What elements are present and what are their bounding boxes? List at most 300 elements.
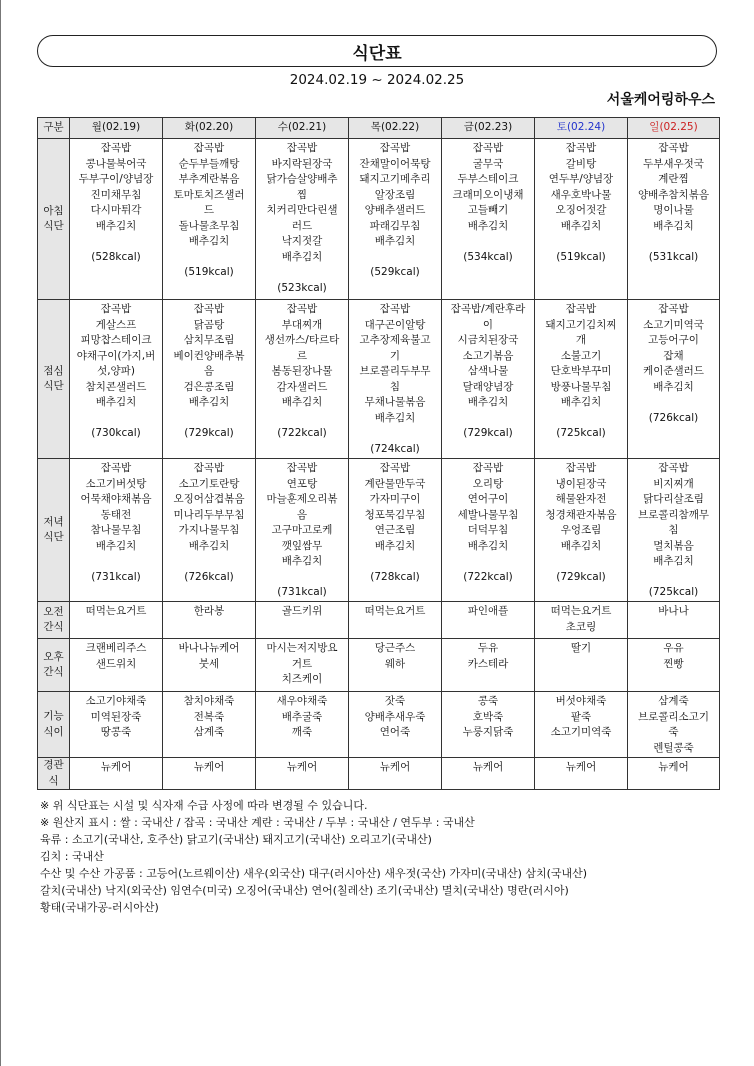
menu-item: 잡곡밥 — [658, 142, 689, 154]
menu-item: 소고기야채죽 — [85, 695, 147, 707]
menu-item — [536, 234, 626, 250]
menu-cell — [163, 639, 256, 692]
menu-item: 배추김치 — [188, 396, 230, 408]
menu-item: 배추김치 — [374, 235, 416, 247]
menu-item: (529kcal) — [370, 266, 420, 278]
morning-snack-row — [38, 602, 720, 639]
menu-item: 베이컨양배추볶 — [173, 349, 245, 362]
row-label-line: 저녁 — [43, 515, 64, 528]
menu-item: (731kcal) — [91, 570, 141, 583]
menu-item: 오징어젓갈 — [555, 204, 607, 216]
note-line: 수산 및 수산 가공품 : 고등어(노르웨이산) 새우(외국산) 대구(러시아산) 새우젓(국산) 가자미(국내산) 삼치(국내산) — [40, 867, 588, 880]
menu-cell — [256, 602, 349, 639]
menu-item: 바지락된장국 — [271, 157, 333, 170]
menu-item — [257, 570, 347, 586]
row-label — [38, 602, 70, 639]
menu-item: 웨하 — [384, 657, 406, 670]
menu-cell — [70, 300, 163, 459]
menu-item: 브로콜리소고기 — [637, 710, 709, 723]
menu-item: 굴무국 — [472, 157, 504, 170]
menu-item: 배추김치 — [281, 250, 323, 263]
menu-item — [350, 250, 440, 266]
page-title-text: 식단표 — [352, 43, 402, 64]
menu-item: 잡곡밥 — [286, 142, 318, 154]
menu-item: 토마토치즈샐러 — [173, 188, 245, 201]
menu-item: 르 — [296, 349, 308, 362]
menu-item: 깻잎쌈무 — [281, 539, 323, 552]
menu-item: 삼계죽 — [658, 695, 689, 707]
menu-item: 방풍나물무침 — [550, 380, 612, 393]
menu-item: 케이준샐러드 — [643, 365, 704, 377]
menu-item: 연근조림 — [374, 524, 416, 536]
menu-item: 배추김치 — [560, 539, 602, 552]
menu-item: (728kcal) — [370, 570, 420, 583]
menu-item: 버섯야채죽 — [555, 695, 607, 707]
menu-item: 떠먹는요거트 — [550, 605, 612, 617]
menu-item: (722kcal) — [277, 427, 327, 439]
page-title — [37, 35, 717, 67]
menu-item: 잡곡밥 — [193, 462, 225, 474]
menu-item: 누룽지닭죽 — [462, 726, 514, 738]
menu-item: 오징어삼겹볶음 — [173, 493, 245, 505]
menu-item: 참나물무침 — [90, 524, 142, 536]
menu-cell — [535, 692, 628, 758]
row-label — [38, 300, 70, 459]
menu-item: 골드키위 — [281, 605, 323, 617]
menu-cell — [442, 758, 535, 790]
menu-item — [71, 554, 161, 570]
menu-item: 붓세 — [198, 657, 220, 670]
menu-item — [629, 234, 718, 250]
menu-item: (731kcal) — [277, 586, 327, 598]
tube-feeding-row — [38, 758, 720, 790]
menu-cell — [163, 758, 256, 790]
menu-item: 뉴케어 — [658, 761, 689, 773]
menu-item: 치즈케이 — [281, 673, 323, 685]
menu-item: 청경채관자볶음 — [545, 508, 617, 521]
menu-item: 시금치된장국 — [457, 334, 519, 346]
notes — [40, 797, 740, 916]
menu-item: (519kcal) — [556, 250, 606, 263]
menu-item: 돌나물초무침 — [178, 219, 240, 232]
menu-item: 더덕무침 — [467, 524, 509, 536]
menu-cell — [256, 300, 349, 459]
menu-cell — [442, 459, 535, 602]
menu-item: 잡곡밥 — [565, 462, 597, 474]
menu-item: 배추김치 — [95, 396, 137, 408]
note-line: ※ 원산지 표시 : 쌀 : 국내산 / 잡곡 : 국내산 계란 : 국내산 / 두부 : 국내산 / 연두부 : 국내산 — [40, 816, 475, 829]
menu-item: (730kcal) — [91, 427, 141, 439]
menu-item: 샌드위치 — [95, 657, 137, 670]
menu-cell — [163, 300, 256, 459]
menu-cell — [70, 692, 163, 758]
date-range: 2024.02.19 ~ 2024.02.25 — [289, 72, 465, 88]
menu-item — [164, 250, 254, 266]
menu-item: (726kcal) — [648, 411, 699, 424]
menu-item: (725kcal) — [648, 586, 699, 598]
menu-item: 배추김치 — [281, 555, 323, 567]
menu-item: 배추김치 — [653, 219, 694, 232]
header-category: 구분 — [38, 118, 70, 139]
menu-item — [629, 570, 718, 586]
menu-item: 깨죽 — [291, 726, 313, 738]
row-label-line: 식단 — [43, 380, 64, 392]
menu-item: 멸치볶음 — [653, 539, 694, 552]
menu-cell — [349, 139, 442, 300]
menu-item: 봄동된장나물 — [271, 365, 333, 377]
menu-item: 부추계란볶음 — [178, 173, 240, 185]
dinner-row — [38, 459, 720, 602]
menu-item: 음 — [203, 365, 215, 377]
menu-item: 참치야채죽 — [183, 695, 235, 707]
menu-item: 배추김치 — [653, 380, 694, 393]
menu-item: 새우야채죽 — [276, 695, 328, 707]
menu-item — [257, 265, 347, 281]
row-label-line: 간식 — [43, 666, 64, 678]
menu-item: 찜 — [296, 188, 308, 201]
menu-cell — [163, 692, 256, 758]
menu-item: 드 — [203, 204, 215, 216]
menu-item: 잔채말이어묵탕 — [359, 157, 431, 170]
menu-item: 잡곡밥 — [658, 303, 689, 315]
menu-item: 러드 — [291, 219, 313, 232]
menu-item: 어묵채야채볶음 — [80, 493, 152, 505]
menu-item: 배추김치 — [188, 539, 230, 552]
header-day: 금(02.23) — [442, 118, 535, 139]
menu-item: 뉴케어 — [379, 761, 411, 773]
menu-item: 명이나물 — [653, 204, 694, 216]
menu-item: 바나나 — [658, 605, 689, 617]
menu-item: 잡곡밥 — [565, 303, 597, 315]
menu-item: 삼색나물 — [467, 365, 509, 377]
menu-item: 크래미오이냉채 — [452, 188, 524, 201]
menu-cell — [535, 300, 628, 459]
row-label — [38, 758, 70, 790]
menu-cell — [628, 602, 720, 639]
menu-item: 배추김치 — [281, 396, 323, 408]
menu-cell — [535, 602, 628, 639]
menu-cell — [535, 758, 628, 790]
menu-item: 진미채무침 — [90, 188, 142, 201]
menu-item: 연어죽 — [379, 726, 411, 738]
menu-item — [71, 234, 161, 250]
menu-item — [350, 554, 440, 570]
menu-item: 두유 — [477, 642, 499, 654]
menu-item: 닭다리살조림 — [643, 493, 704, 505]
menu-item: 뉴케어 — [100, 761, 132, 773]
note-line: 황태(국내가공-러시아산) — [40, 901, 159, 914]
menu-item: (519kcal) — [184, 266, 234, 278]
menu-item: 잡채 — [663, 349, 684, 362]
menu-item: 잡곡밥 — [379, 462, 411, 474]
menu-cell — [70, 758, 163, 790]
menu-item: 잡곡밥 — [472, 462, 504, 474]
menu-item: 죽 — [668, 726, 679, 738]
menu-item: 섯,양파) — [97, 365, 135, 377]
menu-item: 야채구이(가지,버 — [76, 349, 156, 362]
menu-item: (729kcal) — [463, 427, 513, 439]
menu-item: (724kcal) — [370, 442, 420, 455]
menu-item: 호박죽 — [472, 710, 504, 723]
menu-item: 브로콜리두부무 — [359, 365, 431, 377]
menu-item: 두부스테이크 — [457, 173, 519, 185]
menu-item: 떠먹는요거트 — [364, 605, 426, 617]
menu-item: 오리탕 — [472, 477, 504, 490]
menu-item: 연어구이 — [467, 493, 509, 505]
menu-item: 가지나물무침 — [178, 524, 240, 536]
menu-item: 침 — [668, 524, 679, 536]
note-line: 육류 : 소고기(국내산, 호주산) 닭고기(국내산) 돼지고기(국내산) 오리고기(국내산) — [40, 833, 432, 846]
menu-cell — [535, 639, 628, 692]
menu-item: 무채나물볶음 — [364, 396, 426, 408]
header-day-saturday: 토(02.24) — [535, 118, 628, 139]
menu-item: 침 — [389, 380, 401, 393]
menu-item: 잡곡밥 — [565, 142, 597, 154]
menu-item — [443, 234, 533, 250]
menu-item: 새우호박나물 — [550, 188, 612, 201]
menu-cell — [163, 602, 256, 639]
menu-item — [257, 411, 347, 427]
menu-item: 동태전 — [100, 508, 132, 521]
row-label-line: 식단 — [43, 220, 64, 232]
menu-item: 뉴케어 — [472, 761, 504, 773]
menu-item: 배추김치 — [560, 219, 602, 232]
menu-item: 배추김치 — [95, 539, 137, 552]
row-label-line: 식 — [48, 774, 59, 787]
menu-cell — [628, 459, 720, 602]
menu-item: 초코링 — [565, 620, 597, 633]
menu-cell — [349, 639, 442, 692]
row-label-line: 기능 — [43, 710, 64, 722]
menu-cell — [70, 459, 163, 602]
row-label-line: 간식 — [43, 621, 64, 633]
menu-item — [536, 411, 626, 427]
menu-cell — [628, 692, 720, 758]
menu-item: (528kcal) — [91, 250, 141, 263]
menu-item: 연두부/양념장 — [548, 173, 614, 185]
menu-item: 브로콜리참깨무 — [637, 508, 709, 521]
menu-item: 잡곡밥 — [658, 462, 689, 474]
menu-item: 소고기미역죽 — [550, 726, 612, 738]
menu-item: (531kcal) — [648, 250, 699, 263]
menu-cell — [256, 758, 349, 790]
row-label — [38, 692, 70, 758]
menu-item: 잡곡밥 — [379, 142, 411, 154]
menu-item: 양배추샐러드 — [364, 204, 426, 216]
menu-item: 잡곡밥 — [100, 142, 132, 154]
menu-item: 세발나물무침 — [457, 508, 519, 521]
page-border — [0, 0, 1, 1066]
menu-item: 잡곡밥 — [286, 462, 318, 474]
note-line: 김치 : 국내산 — [40, 850, 104, 863]
menu-item: 냉이된장국 — [555, 477, 607, 490]
menu-item: 피망찹스테이크 — [80, 334, 152, 346]
menu-item: 닭곰탕 — [193, 318, 225, 331]
menu-item — [71, 411, 161, 427]
menu-item: (725kcal) — [556, 427, 606, 439]
menu-item: 잡곡밥/계란후라 — [450, 303, 526, 315]
menu-item: 배추김치 — [95, 219, 137, 232]
menu-item: 떠먹는요거트 — [85, 605, 147, 617]
menu-item — [164, 411, 254, 427]
menu-item: 당근주스 — [374, 642, 416, 654]
menu-item: 단호박부꾸미 — [550, 365, 612, 377]
menu-item: 배추김치 — [374, 411, 416, 424]
menu-item: 알장조림 — [374, 188, 416, 201]
menu-item: 두부구이/양념장 — [78, 173, 154, 185]
menu-item: 고추장제육불고 — [359, 334, 431, 346]
menu-cell — [628, 139, 720, 300]
therapeutic-diet-row — [38, 692, 720, 758]
menu-item: 계란찜 — [658, 173, 689, 185]
menu-cell — [256, 459, 349, 602]
menu-item: 참치콘샐러드 — [85, 380, 147, 393]
menu-item: 연포탕 — [286, 477, 318, 490]
menu-item: 순두부들깨탕 — [178, 157, 240, 170]
menu-item: 콩죽 — [477, 695, 499, 707]
menu-item: 음 — [296, 508, 308, 521]
menu-cell — [535, 139, 628, 300]
menu-item: (729kcal) — [184, 427, 234, 439]
menu-cell — [163, 459, 256, 602]
menu-item: 잡곡밥 — [100, 303, 132, 315]
menu-item — [629, 395, 718, 411]
menu-cell — [349, 459, 442, 602]
menu-cell — [256, 692, 349, 758]
menu-item: 청포묵김무침 — [364, 508, 426, 521]
header-row — [38, 118, 720, 139]
row-label-line: 아침 — [43, 204, 64, 217]
menu-item: 갈비탕 — [565, 157, 597, 170]
menu-cell — [442, 692, 535, 758]
menu-item: 배추김치 — [188, 235, 230, 247]
menu-item — [536, 554, 626, 570]
menu-item — [443, 554, 533, 570]
menu-cell — [349, 758, 442, 790]
row-label — [38, 639, 70, 692]
menu-cell — [442, 602, 535, 639]
menu-cell — [256, 639, 349, 692]
menu-item: 치커리만다린샐 — [266, 204, 338, 216]
menu-item: 카스테라 — [467, 657, 509, 670]
row-label-line: 점심 — [43, 364, 64, 377]
menu-item: 검은콩조림 — [183, 380, 235, 393]
menu-item: 딸기 — [570, 642, 592, 654]
menu-cell — [70, 602, 163, 639]
menu-item: 소고기미역국 — [643, 318, 704, 331]
row-label-line: 경관 — [43, 759, 64, 771]
menu-cell — [70, 139, 163, 300]
menu-item: 고구마고로케 — [271, 524, 333, 536]
menu-item: (726kcal) — [184, 570, 234, 583]
header-day: 수(02.21) — [256, 118, 349, 139]
row-label-line: 오전 — [43, 605, 64, 618]
menu-item: 이 — [482, 318, 494, 331]
menu-cell — [628, 300, 720, 459]
menu-item: 두부새우젓국 — [643, 157, 704, 170]
menu-item: 배추김치 — [374, 539, 416, 552]
menu-item: 크랜베리주스 — [85, 642, 147, 654]
menu-item — [443, 411, 533, 427]
menu-item: 잡곡밥 — [472, 142, 504, 154]
menu-item: 뉴케어 — [565, 761, 597, 773]
menu-item: 고등어구이 — [648, 334, 699, 346]
menu-item: 거트 — [291, 657, 313, 670]
menu-item: 땅콩죽 — [100, 726, 132, 738]
menu-item: (729kcal) — [556, 570, 606, 583]
menu-item: 돼지고기김치찌 — [545, 318, 617, 331]
note-line: ※ 위 식단표는 시설 및 식자재 수급 사정에 따라 변경될 수 있습니다. — [40, 799, 368, 812]
menu-cell — [163, 139, 256, 300]
menu-cell — [349, 602, 442, 639]
menu-item: 우엉조림 — [560, 524, 602, 536]
row-label — [38, 139, 70, 300]
menu-item: 대구곤이알탕 — [364, 318, 426, 331]
menu-item: 낙지젓갈 — [281, 235, 323, 247]
menu-item: 비지찌개 — [653, 477, 694, 490]
note-line: 갈치(국내산) 낙지(외국산) 임연수(미국) 오징어(국내산) 연어(칠레산) 조기(국내산) 멸치(국내산) 명란(러시아) — [40, 884, 569, 897]
menu-item: (722kcal) — [463, 570, 513, 583]
menu-item: 콩나물북어국 — [85, 157, 147, 170]
menu-item: 찐빵 — [663, 657, 684, 670]
menu-item: 배추김치 — [560, 396, 602, 408]
menu-item: 고들빼기 — [467, 204, 509, 216]
menu-item: 팥죽 — [570, 710, 592, 723]
menu-cell — [442, 639, 535, 692]
menu-item: 잡곡밥 — [193, 142, 225, 154]
menu-item: 잡곡밥 — [286, 303, 318, 315]
row-label-line: 식단 — [43, 531, 64, 543]
meal-table — [37, 117, 720, 790]
menu-item: 전복죽 — [193, 710, 225, 723]
menu-item: 다시마튀각 — [90, 204, 142, 216]
menu-item: 소고기버섯탕 — [85, 477, 147, 490]
menu-item: 한라봉 — [193, 605, 225, 617]
afternoon-snack-row — [38, 639, 720, 692]
menu-item: 개 — [575, 334, 587, 346]
meal-table-body — [38, 139, 720, 790]
header-day: 화(02.20) — [163, 118, 256, 139]
menu-item: 소불고기 — [560, 349, 602, 362]
menu-item: 닭가슴살양배추 — [266, 173, 338, 185]
menu-item: 우유 — [663, 642, 684, 654]
row-label — [38, 459, 70, 602]
header-day: 목(02.22) — [349, 118, 442, 139]
menu-item: 감자샐러드 — [276, 380, 328, 393]
menu-cell — [442, 300, 535, 459]
menu-cell — [442, 139, 535, 300]
menu-item: 배추굴죽 — [281, 710, 323, 723]
menu-item: (534kcal) — [463, 250, 513, 263]
menu-item: 달래양념장 — [462, 380, 514, 393]
menu-item: 게살스프 — [95, 318, 137, 331]
row-label-line: 오후 — [43, 650, 64, 663]
menu-item: 배추김치 — [467, 396, 509, 408]
menu-item: 미역된장죽 — [90, 710, 142, 723]
menu-item: 가자미구이 — [369, 493, 421, 505]
menu-item: 마시는저지방요 — [266, 642, 338, 654]
menu-item: 뉴케어 — [286, 761, 318, 773]
menu-item: 소고기볶음 — [462, 349, 514, 362]
menu-item: 미나리두부무침 — [173, 508, 245, 521]
menu-item: 양배추새우죽 — [364, 710, 426, 723]
menu-cell — [628, 758, 720, 790]
header-day: 월(02.19) — [70, 118, 163, 139]
menu-item: 마늘훈제오리볶 — [266, 493, 338, 505]
menu-item — [350, 426, 440, 442]
menu-item: 잣죽 — [384, 695, 406, 707]
menu-item: 배추김치 — [467, 219, 509, 232]
